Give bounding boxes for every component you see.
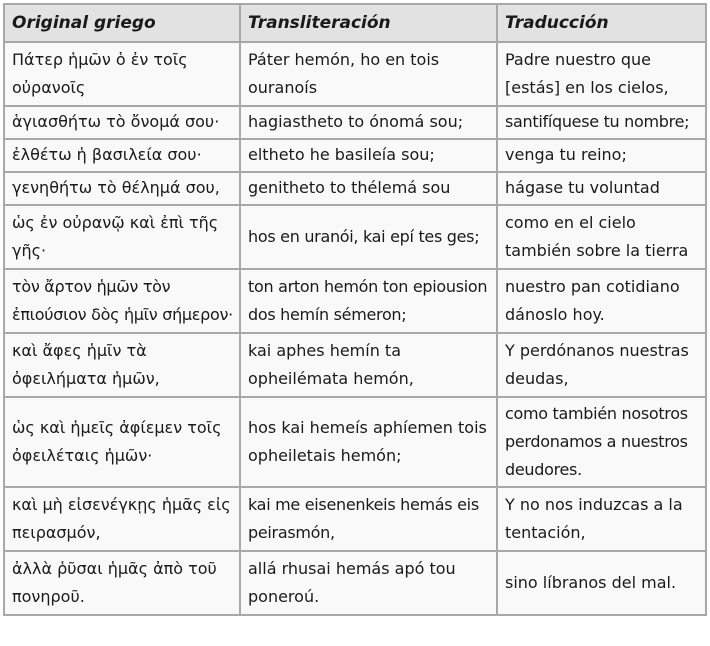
greek-cell: ὡς ἐν οὐρανῷ καὶ ἐπὶ τῆς γῆς·: [4, 205, 240, 269]
transliteration-cell: genitheto to thélemá sou: [240, 172, 497, 205]
transliteration-cell: hagiastheto to ónomá sou;: [240, 106, 497, 139]
translation-cell: Y perdónanos nuestras deudas,: [497, 333, 706, 397]
header-row: [4, 4, 706, 42]
table-row: [4, 333, 706, 397]
header-original-greek: Original griego: [4, 4, 240, 42]
greek-cell: Πάτερ ἡμῶν ὁ ἐν τοῖς οὐρανοῖς: [4, 42, 240, 106]
translation-cell: como también nosotros perdonamos a nuestros deudores.: [497, 397, 706, 487]
greek-cell: ἁγιασθήτω τὸ ὄνομά σου·: [4, 106, 240, 139]
translation-cell: nuestro pan cotidiano dánoslo hoy.: [497, 269, 706, 333]
translation-cell: santifíquese tu nombre;: [497, 106, 706, 139]
greek-cell: καὶ μὴ εἰσενέγκῃς ἡμᾶς εἰς πειρασμόν,: [4, 487, 240, 551]
lords-prayer-table-container: [3, 3, 705, 616]
transliteration-cell: kai aphes hemín ta opheilémata hemón,: [240, 333, 497, 397]
table-row: [4, 397, 706, 487]
table-row: [4, 106, 706, 139]
greek-cell: ἐλθέτω ἡ βασιλεία σου·: [4, 139, 240, 172]
transliteration-cell: allá rhusai hemás apó tou poneroú.: [240, 551, 497, 615]
table-row: [4, 487, 706, 551]
transliteration-cell: ton arton hemón ton epiousion dos hemín sémeron;: [240, 269, 497, 333]
table-row: [4, 172, 706, 205]
translation-cell: venga tu reino;: [497, 139, 706, 172]
transliteration-cell: hos en uranói, kai epí tes ges;: [240, 205, 497, 269]
greek-cell: τὸν ἄρτον ἡμῶν τὸν ἐπιούσιον δὸς ἡμῖν σήμερον·: [4, 269, 240, 333]
table-row: [4, 42, 706, 106]
table-row: [4, 269, 706, 333]
table-row: [4, 205, 706, 269]
transliteration-cell: eltheto he basileía sou;: [240, 139, 497, 172]
greek-cell: γενηθήτω τὸ θέλημά σου,: [4, 172, 240, 205]
lords-prayer-table: [3, 3, 707, 616]
table-row: [4, 139, 706, 172]
transliteration-cell: Páter hemón, ho en tois ouranoís: [240, 42, 497, 106]
greek-cell: ἀλλὰ ῥῦσαι ἡμᾶς ἀπὸ τοῦ πονηροῦ.: [4, 551, 240, 615]
table-row: [4, 551, 706, 615]
transliteration-cell: kai me eisenenkeis hemás eis peirasmón,: [240, 487, 497, 551]
header-translation: Traducción: [497, 4, 706, 42]
header-transliteration: Transliteración: [240, 4, 497, 42]
translation-cell: hágase tu voluntad: [497, 172, 706, 205]
greek-cell: ὡς καὶ ἡμεῖς ἀφίεμεν τοῖς ὀφειλέταις ἡμῶν·: [4, 397, 240, 487]
translation-cell: Padre nuestro que [estás] en los cielos,: [497, 42, 706, 106]
translation-cell: como en el cielo también sobre la tierra: [497, 205, 706, 269]
transliteration-cell: hos kai hemeís aphíemen tois opheiletais hemón;: [240, 397, 497, 487]
greek-cell: καὶ ἄφες ἡμῖν τὰ ὀφειλήματα ἡμῶν,: [4, 333, 240, 397]
translation-cell: Y no nos induzcas a la tentación,: [497, 487, 706, 551]
translation-cell: sino líbranos del mal.: [497, 551, 706, 615]
